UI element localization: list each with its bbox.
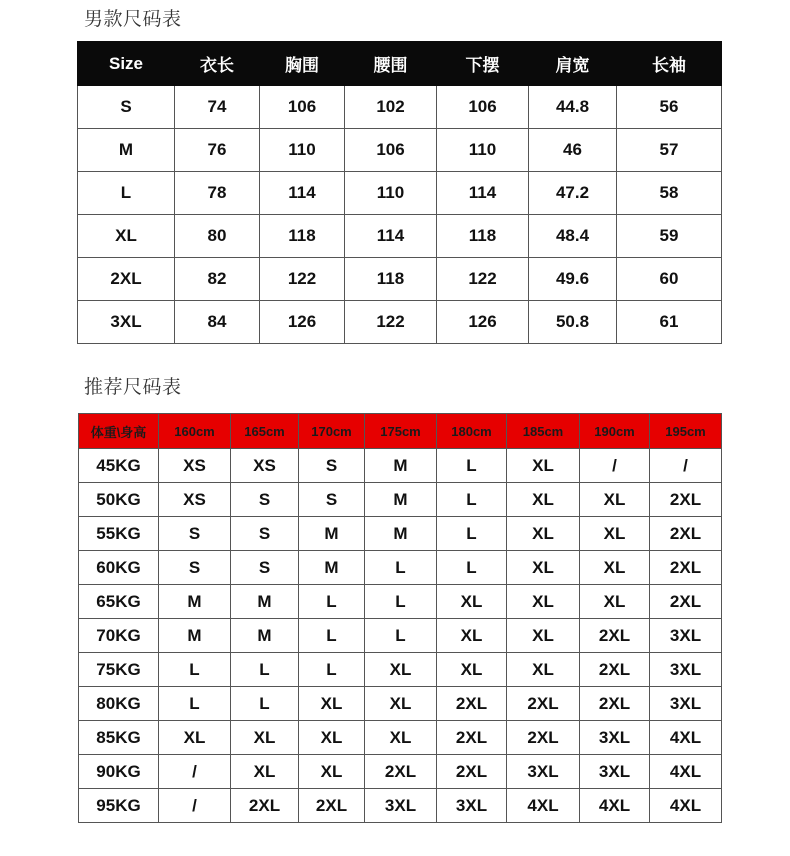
table-cell: 2XL (507, 687, 580, 721)
table-row (78, 172, 722, 215)
table-cell: 2XL (650, 585, 722, 619)
column-header: 胸围 (260, 42, 345, 86)
table-cell: 114 (437, 172, 529, 215)
table-cell: 84 (175, 301, 260, 344)
row-header-cell: 75KG (79, 653, 159, 687)
table-cell: 61 (617, 301, 722, 344)
table-cell: 110 (437, 129, 529, 172)
table-cell: 2XL (580, 619, 650, 653)
table-cell: XS (231, 449, 299, 483)
table-cell: 60 (617, 258, 722, 301)
table-cell: 122 (345, 301, 437, 344)
table-cell: L (365, 619, 437, 653)
row-header-cell: 45KG (79, 449, 159, 483)
column-header: 衣长 (175, 42, 260, 86)
recommended-size-table (78, 413, 722, 823)
column-header: 180cm (437, 414, 507, 449)
table-cell: L (231, 687, 299, 721)
column-header: 190cm (580, 414, 650, 449)
column-header: 腰围 (345, 42, 437, 86)
table-cell: 126 (437, 301, 529, 344)
table-cell: / (580, 449, 650, 483)
row-header-cell: 70KG (79, 619, 159, 653)
table-cell: XL (580, 585, 650, 619)
row-header-cell: L (78, 172, 175, 215)
table-cell: 50.8 (529, 301, 617, 344)
table-cell: 3XL (650, 653, 722, 687)
column-header: 185cm (507, 414, 580, 449)
table-row (79, 585, 722, 619)
table-cell: M (159, 619, 231, 653)
table-cell: XL (507, 653, 580, 687)
mens-table-header-row (78, 42, 722, 86)
table-cell: L (231, 653, 299, 687)
table-cell: XL (580, 551, 650, 585)
table-cell: 46 (529, 129, 617, 172)
table-row (78, 258, 722, 301)
table-cell: 106 (437, 86, 529, 129)
table-cell: XL (299, 721, 365, 755)
table-cell: 3XL (580, 721, 650, 755)
table-cell: S (299, 449, 365, 483)
table-cell: / (159, 789, 231, 823)
table-cell: 2XL (231, 789, 299, 823)
table-cell: XL (507, 551, 580, 585)
table-cell: 122 (260, 258, 345, 301)
table-cell: 2XL (437, 721, 507, 755)
table-cell: XL (365, 687, 437, 721)
table-row (79, 789, 722, 823)
column-header: 170cm (299, 414, 365, 449)
table-cell: 82 (175, 258, 260, 301)
table-cell: S (159, 551, 231, 585)
row-header-cell: 90KG (79, 755, 159, 789)
table-cell: 2XL (437, 755, 507, 789)
table-cell: 59 (617, 215, 722, 258)
table-cell: L (437, 483, 507, 517)
table-cell: 2XL (365, 755, 437, 789)
table-cell: 48.4 (529, 215, 617, 258)
column-header: 体重\身高 (79, 414, 159, 449)
table-cell: M (365, 517, 437, 551)
table-cell: 80 (175, 215, 260, 258)
table-row (79, 449, 722, 483)
row-header-cell: M (78, 129, 175, 172)
table-cell: 3XL (365, 789, 437, 823)
table-cell: XL (507, 483, 580, 517)
table-cell: S (231, 483, 299, 517)
table-cell: XL (507, 449, 580, 483)
table-cell: 4XL (507, 789, 580, 823)
recommended-size-chart-title: 推荐尺码表 (84, 376, 182, 398)
mens-size-table (77, 41, 722, 344)
table-cell: 3XL (650, 687, 722, 721)
column-header: 175cm (365, 414, 437, 449)
table-cell: M (231, 619, 299, 653)
table-cell: XL (507, 619, 580, 653)
table-cell: M (299, 551, 365, 585)
column-header: 195cm (650, 414, 722, 449)
row-header-cell: 95KG (79, 789, 159, 823)
table-cell: 102 (345, 86, 437, 129)
table-cell: M (365, 483, 437, 517)
table-cell: / (159, 755, 231, 789)
row-header-cell: 65KG (79, 585, 159, 619)
column-header: Size (78, 42, 175, 86)
table-cell: 4XL (650, 721, 722, 755)
table-cell: 47.2 (529, 172, 617, 215)
table-row (79, 653, 722, 687)
table-cell: 4XL (580, 789, 650, 823)
table-row (79, 619, 722, 653)
table-cell: 114 (345, 215, 437, 258)
table-cell: 110 (260, 129, 345, 172)
table-row (78, 86, 722, 129)
table-cell: L (299, 619, 365, 653)
table-cell: 110 (345, 172, 437, 215)
column-header: 肩宽 (529, 42, 617, 86)
table-cell: 3XL (507, 755, 580, 789)
table-cell: 49.6 (529, 258, 617, 301)
table-cell: L (299, 653, 365, 687)
table-cell: 118 (345, 258, 437, 301)
table-cell: 122 (437, 258, 529, 301)
mens-size-chart-title: 男款尺码表 (84, 8, 182, 30)
table-cell: XL (231, 755, 299, 789)
table-cell: L (159, 653, 231, 687)
table-cell: 76 (175, 129, 260, 172)
table-cell: XL (159, 721, 231, 755)
table-cell: 4XL (650, 755, 722, 789)
table-cell: L (437, 449, 507, 483)
table-cell: 106 (345, 129, 437, 172)
table-cell: 58 (617, 172, 722, 215)
table-cell: XL (437, 585, 507, 619)
table-cell: XL (507, 585, 580, 619)
table-row (79, 551, 722, 585)
table-cell: XL (365, 653, 437, 687)
table-cell: 118 (260, 215, 345, 258)
table-cell: XL (580, 517, 650, 551)
table-row (79, 755, 722, 789)
table-cell: 57 (617, 129, 722, 172)
table-cell: XL (365, 721, 437, 755)
table-row (78, 129, 722, 172)
table-cell: XS (159, 483, 231, 517)
table-cell: 3XL (650, 619, 722, 653)
table-cell: XL (437, 653, 507, 687)
table-cell: 2XL (437, 687, 507, 721)
table-cell: 4XL (650, 789, 722, 823)
table-cell: L (437, 517, 507, 551)
table-cell: L (365, 551, 437, 585)
table-cell: L (299, 585, 365, 619)
table-cell: 2XL (299, 789, 365, 823)
table-cell: M (365, 449, 437, 483)
table-cell: / (650, 449, 722, 483)
table-cell: M (231, 585, 299, 619)
column-header: 长袖 (617, 42, 722, 86)
table-cell: M (159, 585, 231, 619)
table-row (79, 483, 722, 517)
row-header-cell: 85KG (79, 721, 159, 755)
table-cell: 56 (617, 86, 722, 129)
table-cell: XL (231, 721, 299, 755)
table-cell: S (231, 517, 299, 551)
table-cell: XL (580, 483, 650, 517)
table-cell: 44.8 (529, 86, 617, 129)
table-cell: 3XL (580, 755, 650, 789)
row-header-cell: 3XL (78, 301, 175, 344)
table-cell: M (299, 517, 365, 551)
column-header: 160cm (159, 414, 231, 449)
row-header-cell: 80KG (79, 687, 159, 721)
table-cell: L (365, 585, 437, 619)
table-cell: 3XL (437, 789, 507, 823)
table-cell: 2XL (580, 653, 650, 687)
table-cell: 2XL (650, 483, 722, 517)
table-cell: XS (159, 449, 231, 483)
table-cell: 74 (175, 86, 260, 129)
table-cell: 2XL (580, 687, 650, 721)
table-cell: 78 (175, 172, 260, 215)
table-cell: 106 (260, 86, 345, 129)
table-cell: 118 (437, 215, 529, 258)
table-cell: 2XL (650, 517, 722, 551)
table-cell: 2XL (507, 721, 580, 755)
table-cell: XL (299, 755, 365, 789)
row-header-cell: 60KG (79, 551, 159, 585)
row-header-cell: XL (78, 215, 175, 258)
table-cell: XL (437, 619, 507, 653)
recommended-table-header-row (79, 414, 722, 449)
row-header-cell: 50KG (79, 483, 159, 517)
table-cell: L (159, 687, 231, 721)
table-row (79, 517, 722, 551)
table-cell: 126 (260, 301, 345, 344)
table-cell: 114 (260, 172, 345, 215)
table-cell: S (159, 517, 231, 551)
table-row (79, 721, 722, 755)
column-header: 下摆 (437, 42, 529, 86)
row-header-cell: 55KG (79, 517, 159, 551)
table-cell: 2XL (650, 551, 722, 585)
table-cell: XL (507, 517, 580, 551)
table-cell: XL (299, 687, 365, 721)
table-cell: S (299, 483, 365, 517)
table-row (78, 301, 722, 344)
table-cell: S (231, 551, 299, 585)
column-header: 165cm (231, 414, 299, 449)
row-header-cell: S (78, 86, 175, 129)
table-cell: L (437, 551, 507, 585)
table-row (78, 215, 722, 258)
row-header-cell: 2XL (78, 258, 175, 301)
table-row (79, 687, 722, 721)
